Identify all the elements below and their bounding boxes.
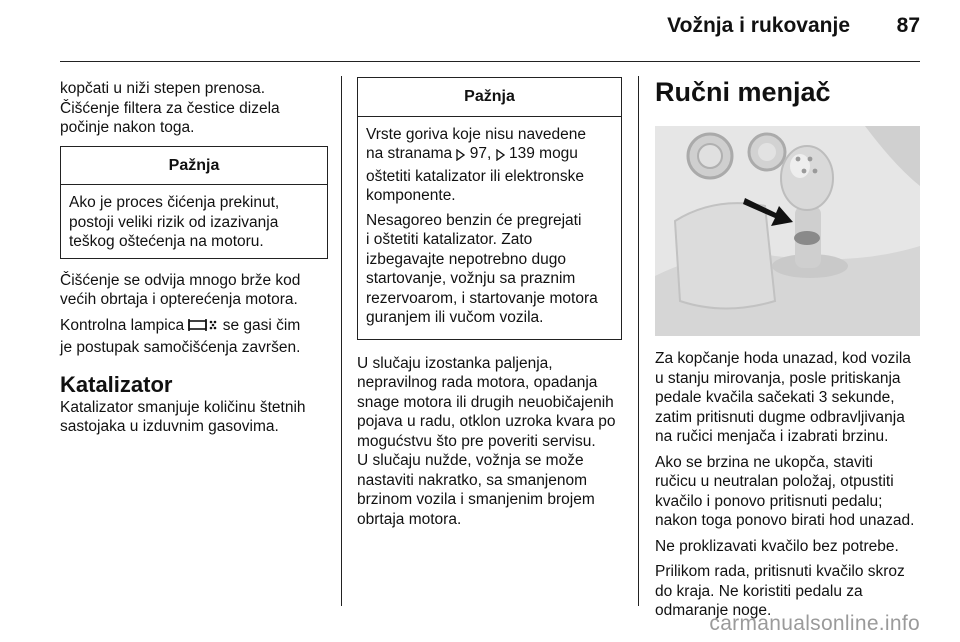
- text-line: Ako je proces čićenja prekinut,: [69, 194, 280, 211]
- page-number: 87: [896, 14, 920, 37]
- gear-shift-lever-illustration: [655, 126, 920, 336]
- text-line: Katalizator smanjuje količinu štetnih: [60, 398, 306, 416]
- text-line: na stranama: [366, 145, 453, 162]
- paragraph: [60, 271, 328, 310]
- text-line: do kraja. Ne koristiti pedalu za: [655, 582, 863, 600]
- column-2: [357, 77, 622, 535]
- text-line: nakon toga ponovo birati hod unazad.: [655, 512, 915, 529]
- text-line: Čišćenje se odvija mnogo brže kod: [60, 271, 301, 289]
- notice-body: [61, 185, 327, 258]
- column-divider-right: [638, 76, 639, 606]
- text-line: komponente.: [366, 187, 456, 204]
- notice-body: [358, 117, 621, 339]
- section-heading: Ručni menjač: [655, 77, 831, 107]
- text-line: Nesagoreo benzin će pregrejati: [366, 211, 582, 229]
- notice-box: [60, 146, 328, 259]
- intro-paragraph: [60, 79, 328, 138]
- text-line: obrtaja motora.: [357, 510, 462, 528]
- text-line: kopčati u niži stepen prenosa.: [60, 80, 266, 97]
- text-line: guranjem ili vučom vozila.: [366, 309, 544, 326]
- text-line: Ne proklizavati kvačilo bez potrebe.: [655, 537, 899, 555]
- text-line: postoji veliki rizik od izazivanja: [69, 213, 279, 231]
- text-line: pedale kvačila sačekati 3 sekunde,: [655, 389, 895, 406]
- text-line: i oštetiti katalizator. Zato: [366, 231, 533, 248]
- text-line: nastaviti nakratko, sa smanjenom: [357, 471, 588, 489]
- text-line: u stanju mirovanja, posle pritiskanja: [655, 369, 901, 387]
- text-line: izbegavajte nepotrebno dugo: [366, 250, 566, 268]
- section-heading: Katalizator: [60, 371, 173, 397]
- text-line: startovanje, vožnju sa praznim: [366, 270, 576, 287]
- column-1: [60, 79, 328, 443]
- text-line: oštetiti katalizator ili elektronske: [366, 167, 584, 185]
- text-line: odmaranje noge.: [655, 602, 772, 619]
- text-line: brzinom vozila i smanjenim brojem: [357, 491, 595, 508]
- text-line: zatim pritisnuti dugme odbravljivanja: [655, 408, 905, 426]
- page-reference: 97,: [469, 145, 492, 162]
- paragraph: [655, 349, 923, 447]
- text-line: teškog oštećenja na motoru.: [69, 233, 264, 250]
- text-line: pojava u radu, otklon uzroka kvara po: [357, 413, 616, 430]
- text-line: nepravilnog rada motora, opadanja: [357, 374, 598, 391]
- text-line: Čišćenje filtera za čestice dizela: [60, 99, 280, 117]
- paragraph: [655, 537, 923, 557]
- text-line: se gasi čim: [222, 316, 301, 334]
- text-line: većih obrtaja i opterećenja motora.: [60, 291, 298, 308]
- text-line: Prilikom rada, pritisnuti kvačilo skroz: [655, 563, 905, 580]
- text-line: sastojaka u izduvnim gasovima.: [60, 418, 279, 435]
- paragraph: [60, 316, 328, 358]
- text-line: Vrste goriva koje nisu navedene: [366, 125, 587, 143]
- paragraph: [60, 398, 328, 437]
- notice-title: Pažnja: [61, 147, 327, 186]
- text-line: počinje nakon toga.: [60, 119, 195, 136]
- column-3-heading: [655, 75, 920, 109]
- text-line: je postupak samočišćenja završen.: [60, 339, 301, 356]
- notice-paragraph: [366, 211, 613, 328]
- notice-title: Pažnja: [358, 78, 621, 117]
- page-reference-triangle-icon: [496, 147, 505, 167]
- notice-paragraph: [366, 125, 613, 206]
- text-line: ručicu u neutralan položaj, otpustiti: [655, 473, 894, 490]
- paragraph: [357, 354, 622, 530]
- diesel-particle-filter-warning-icon: [188, 317, 218, 339]
- header-title: Vožnja i rukovanje: [667, 14, 850, 37]
- paragraph: [655, 453, 923, 531]
- text-line: Za kopčanje hoda unazad, kod vozila: [655, 350, 911, 367]
- text-line: rezervoarom, i startovanje motora: [366, 289, 598, 307]
- header-rule: [60, 61, 920, 62]
- text-line: na ručici menjača i izabrati brzinu.: [655, 428, 889, 445]
- notice-box: [357, 77, 622, 340]
- text-line: mogućstvu što pre poveriti servisu.: [357, 432, 596, 450]
- text-line: Kontrolna lampica: [60, 316, 185, 334]
- column-divider-left: [341, 76, 342, 606]
- page-reference: 139 mogu: [508, 145, 578, 162]
- text-line: kvačilo i ponovo pritisnuti pedalu;: [655, 492, 883, 510]
- column-3: [655, 349, 923, 627]
- text-line: Ako se brzina ne ukopča, staviti: [655, 453, 873, 471]
- footer-watermark: carmanualsonline.info: [709, 612, 920, 635]
- text-line: U slučaju nužde, vožnja se može: [357, 452, 584, 469]
- page-reference-triangle-icon: [456, 147, 465, 167]
- text-line: snage motora ili drugih neuobičajenih: [357, 393, 614, 411]
- text-line: U slučaju izostanka paljenja,: [357, 354, 553, 372]
